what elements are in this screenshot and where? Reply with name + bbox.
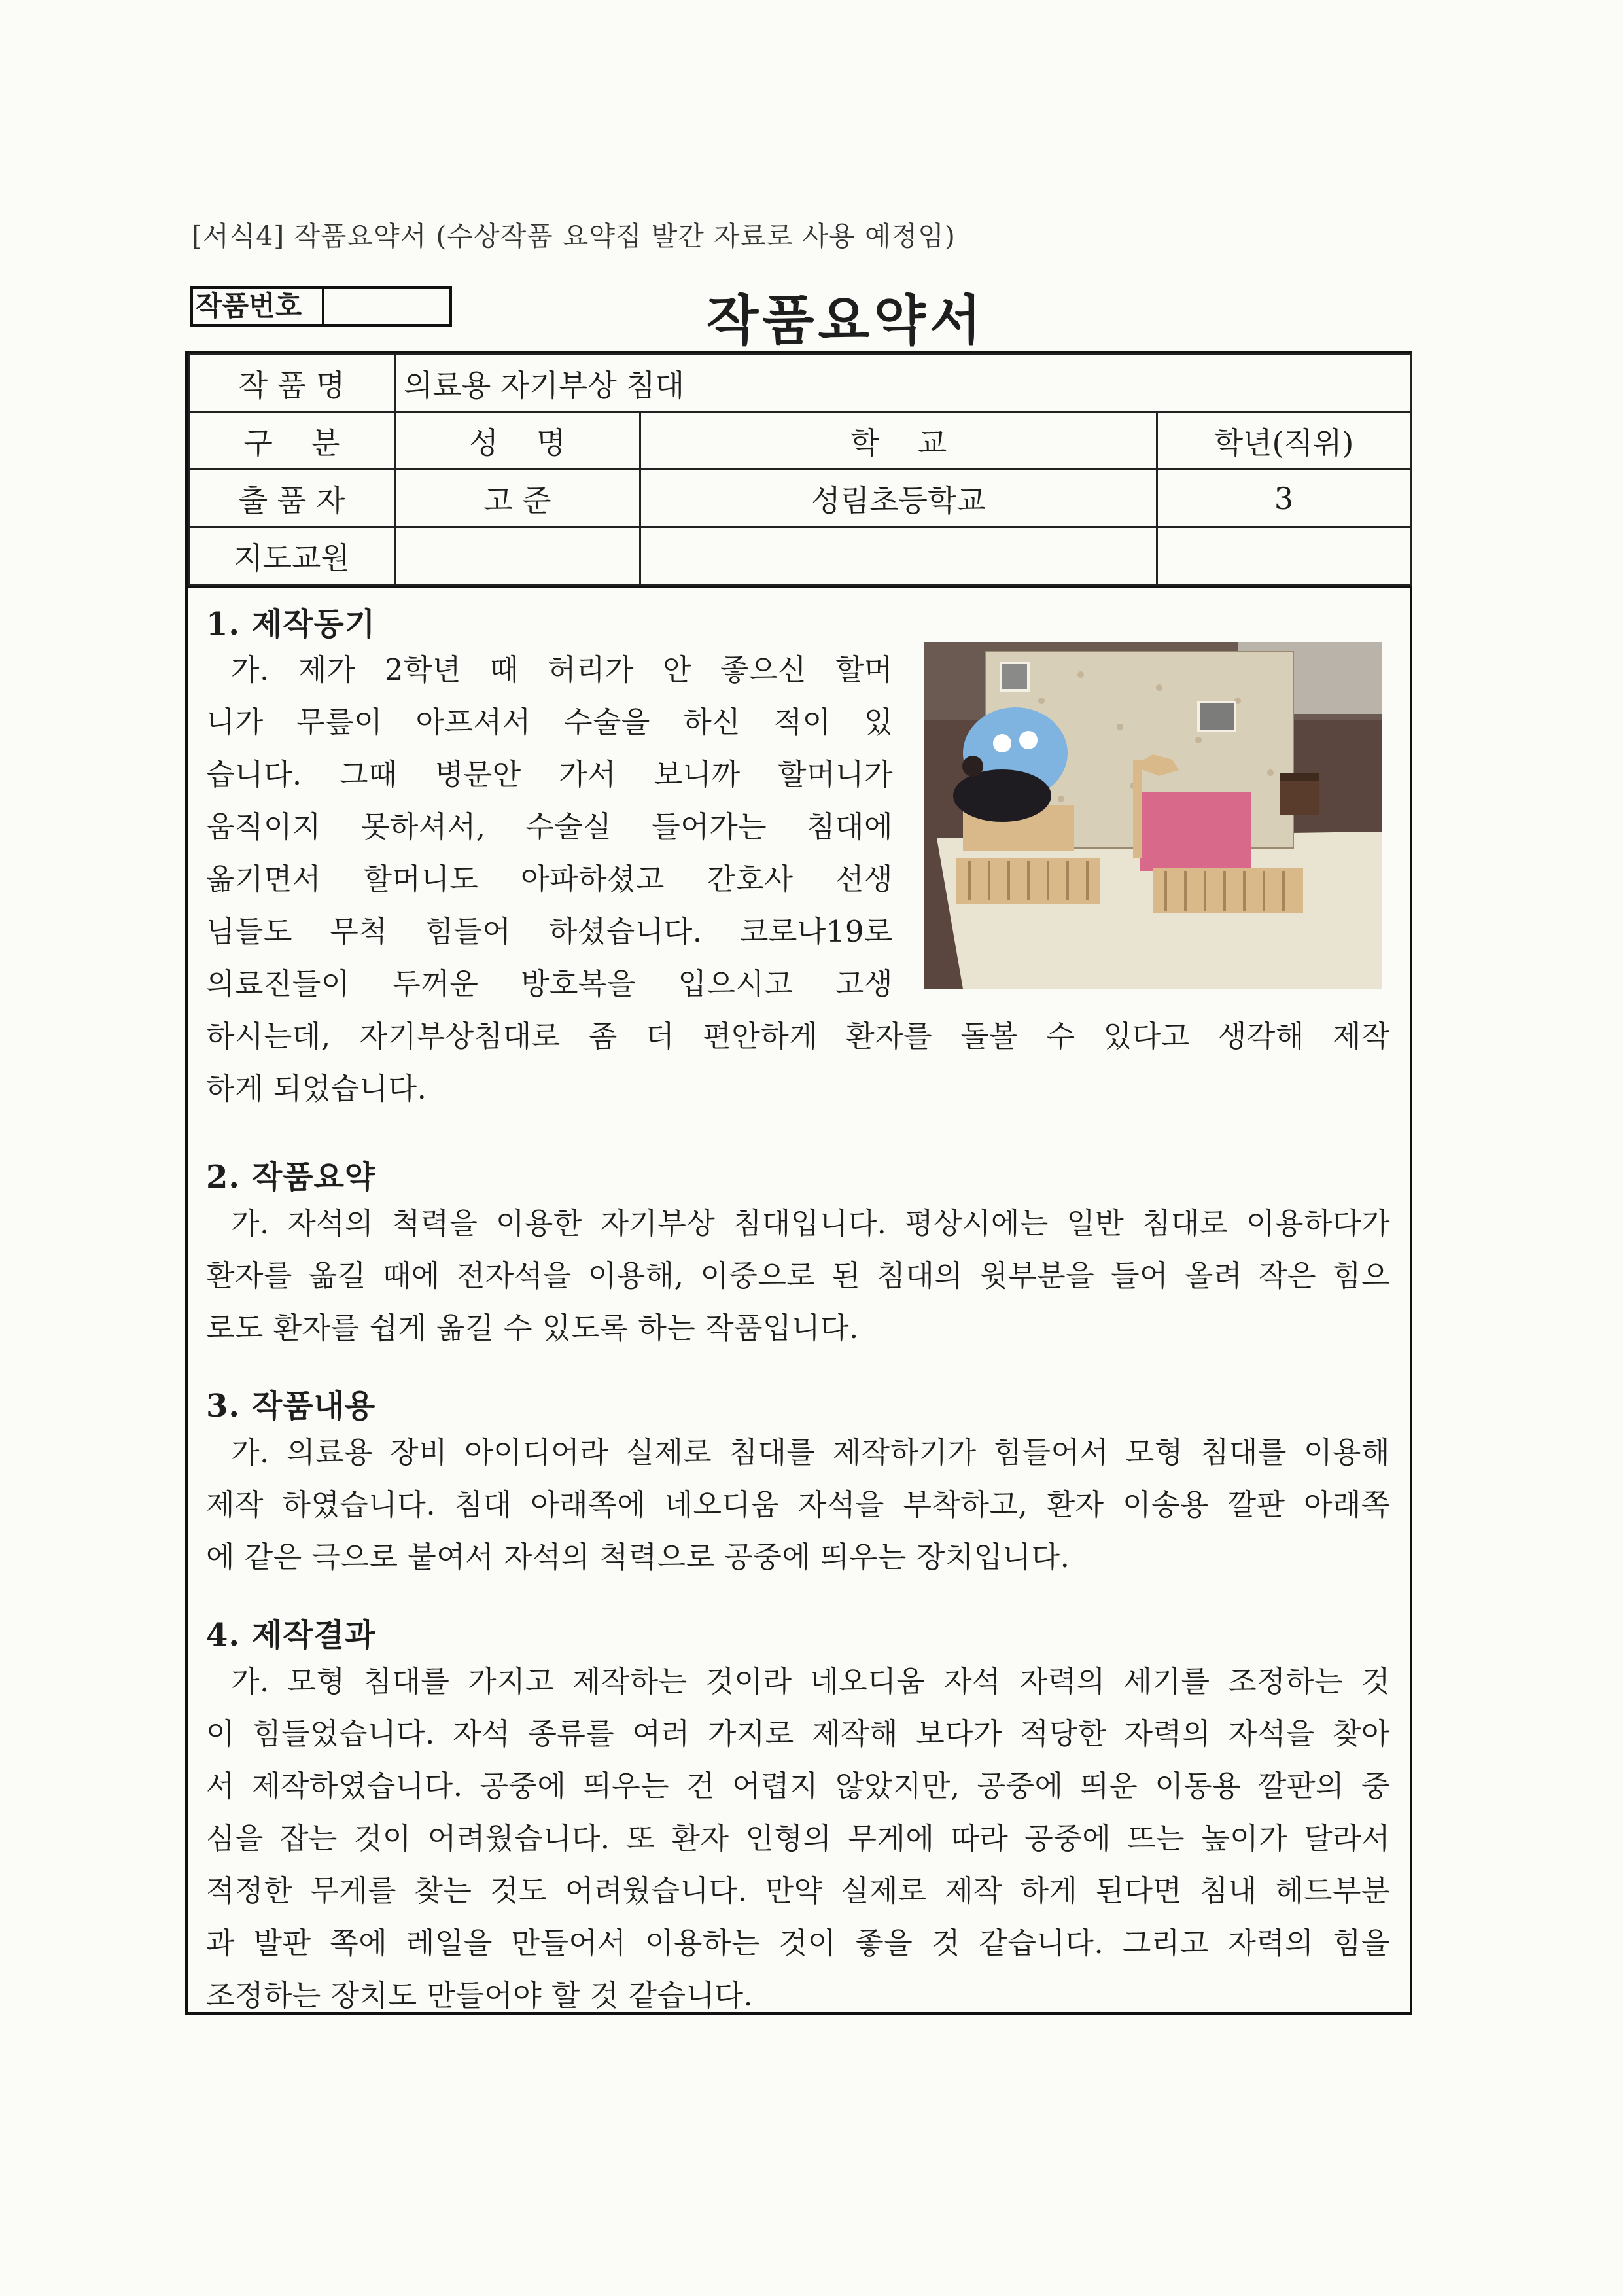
summary-frame xyxy=(185,351,1412,2015)
title-label: 작 품 명 xyxy=(189,355,395,412)
section-2-title: 2. 작품요약 xyxy=(206,1159,376,1195)
section-3-line: 제작 하였습니다. 침대 아래쪽에 네오디움 자석을 부착하고, 환자 이송용 깔판 아래쪽 xyxy=(206,1487,1390,1522)
category-label: 구 분 xyxy=(189,412,395,470)
model-bed-photo-image xyxy=(924,642,1382,989)
section-3-body xyxy=(206,1426,1390,1583)
section-3-line: 가. 의료용 장비 아이디어라 실제로 침대를 제작하기가 힘들어서 모형 침대를 이용해 xyxy=(231,1435,1390,1470)
model-bed-photo xyxy=(924,642,1382,989)
section-1-line: 의료진들이 두꺼운 방호복을 입으시고 고생 xyxy=(206,966,893,1001)
section-divider xyxy=(188,586,1410,588)
section-1-title: 1. 제작동기 xyxy=(206,606,376,643)
section-1-line: 니가 무릎이 아프셔서 수술을 하신 적이 있 xyxy=(206,705,893,739)
section-1-line: 습니다. 그때 병문안 가서 보니까 할머니가 xyxy=(206,757,893,792)
info-table xyxy=(188,353,1412,586)
work-number-label: 작품번호 xyxy=(193,289,324,324)
section-4-title: 4. 제작결과 xyxy=(206,1617,376,1653)
section-2-line: 가. 자석의 척력을 이용한 자기부상 침대입니다. 평상시에는 일반 침대로 이용하다가 xyxy=(231,1206,1390,1241)
entrant-school: 성림초등학교 xyxy=(640,470,1157,527)
section-4-line: 과 발판 쪽에 레일을 만들어서 이용하는 것이 좋을 것 같습니다. 그리고 자력의 힘을 xyxy=(206,1926,1390,1960)
page-title: 작품요약서 xyxy=(707,289,986,352)
title-value: 의료용 자기부상 침대 xyxy=(395,355,1411,412)
section-1-line: 가. 제가 2학년 때 허리가 안 좋으신 할머 xyxy=(231,652,893,687)
section-1-line: 옮기면서 할머니도 아파하셨고 간호사 선생 xyxy=(206,862,893,896)
section-1-line: 님들도 무척 힘들어 하셨습니다. 코로나19로 xyxy=(206,914,893,949)
section-3-line: 에 같은 극으로 붙여서 자석의 척력으로 공중에 띄우는 장치입니다. xyxy=(206,1540,1070,1574)
section-2-body xyxy=(206,1197,1390,1354)
advisor-label: 지도교원 xyxy=(189,527,395,585)
section-2-line: 로도 환자를 쉽게 옮길 수 있도록 하는 작품입니다. xyxy=(206,1311,859,1345)
col-grade-header: 학년(직위) xyxy=(1157,412,1411,470)
form-label: [서식4] 작품요약서 (수상작품 요약집 발간 자료로 사용 예정임) xyxy=(192,221,956,252)
section-4-line: 이 힘들었습니다. 자석 종류를 여러 가지로 제작해 보다가 적당한 자력의 자석을 찾아 xyxy=(206,1716,1390,1751)
section-4-body xyxy=(206,1655,1390,2022)
section-1-line: 움직이지 못하셔서, 수술실 들어가는 침대에 xyxy=(206,809,893,844)
entrant-grade: 3 xyxy=(1157,470,1411,527)
advisor-grade xyxy=(1157,527,1411,585)
section-2-line: 환자를 옮길 때에 전자석을 이용해, 이중으로 된 침대의 윗부분을 들어 올려 작은 힘으 xyxy=(206,1258,1390,1293)
advisor-name xyxy=(395,527,640,585)
section-4-line: 심을 잡는 것이 어려웠습니다. 또 환자 인형의 무게에 따라 공중에 뜨는 높이가 달라서 xyxy=(206,1821,1390,1856)
col-name-header: 성 명 xyxy=(395,412,640,470)
section-1-body-cont xyxy=(206,1010,1390,1115)
section-3-title: 3. 작품내용 xyxy=(206,1388,376,1424)
section-4-line: 조정하는 장치도 만들어야 할 것 같습니다. xyxy=(206,1978,754,2013)
work-number-box xyxy=(190,286,452,327)
section-1-body xyxy=(206,644,893,1010)
section-4-line: 가. 모형 침대를 가지고 제작하는 것이라 네오디움 자석 자력의 세기를 조정하는 것 xyxy=(231,1664,1390,1699)
section-4-line: 적정한 무게를 찾는 것도 어려웠습니다. 만약 실제로 제작 하게 된다면 침내 헤드부분 xyxy=(206,1873,1390,1908)
advisor-school xyxy=(640,527,1157,585)
entrant-name: 고 준 xyxy=(395,470,640,527)
section-1-line: 하시는데, 자기부상침대로 좀 더 편안하게 환자를 돌볼 수 있다고 생각해 제작 xyxy=(206,1019,1390,1053)
entrant-label: 출 품 자 xyxy=(189,470,395,527)
section-4-line: 서 제작하였습니다. 공중에 띄우는 건 어렵지 않았지만, 공중에 띄운 이동용 깔판의 중 xyxy=(206,1769,1390,1803)
section-1-line: 하게 되었습니다. xyxy=(206,1071,427,1106)
col-school-header: 학 교 xyxy=(640,412,1157,470)
